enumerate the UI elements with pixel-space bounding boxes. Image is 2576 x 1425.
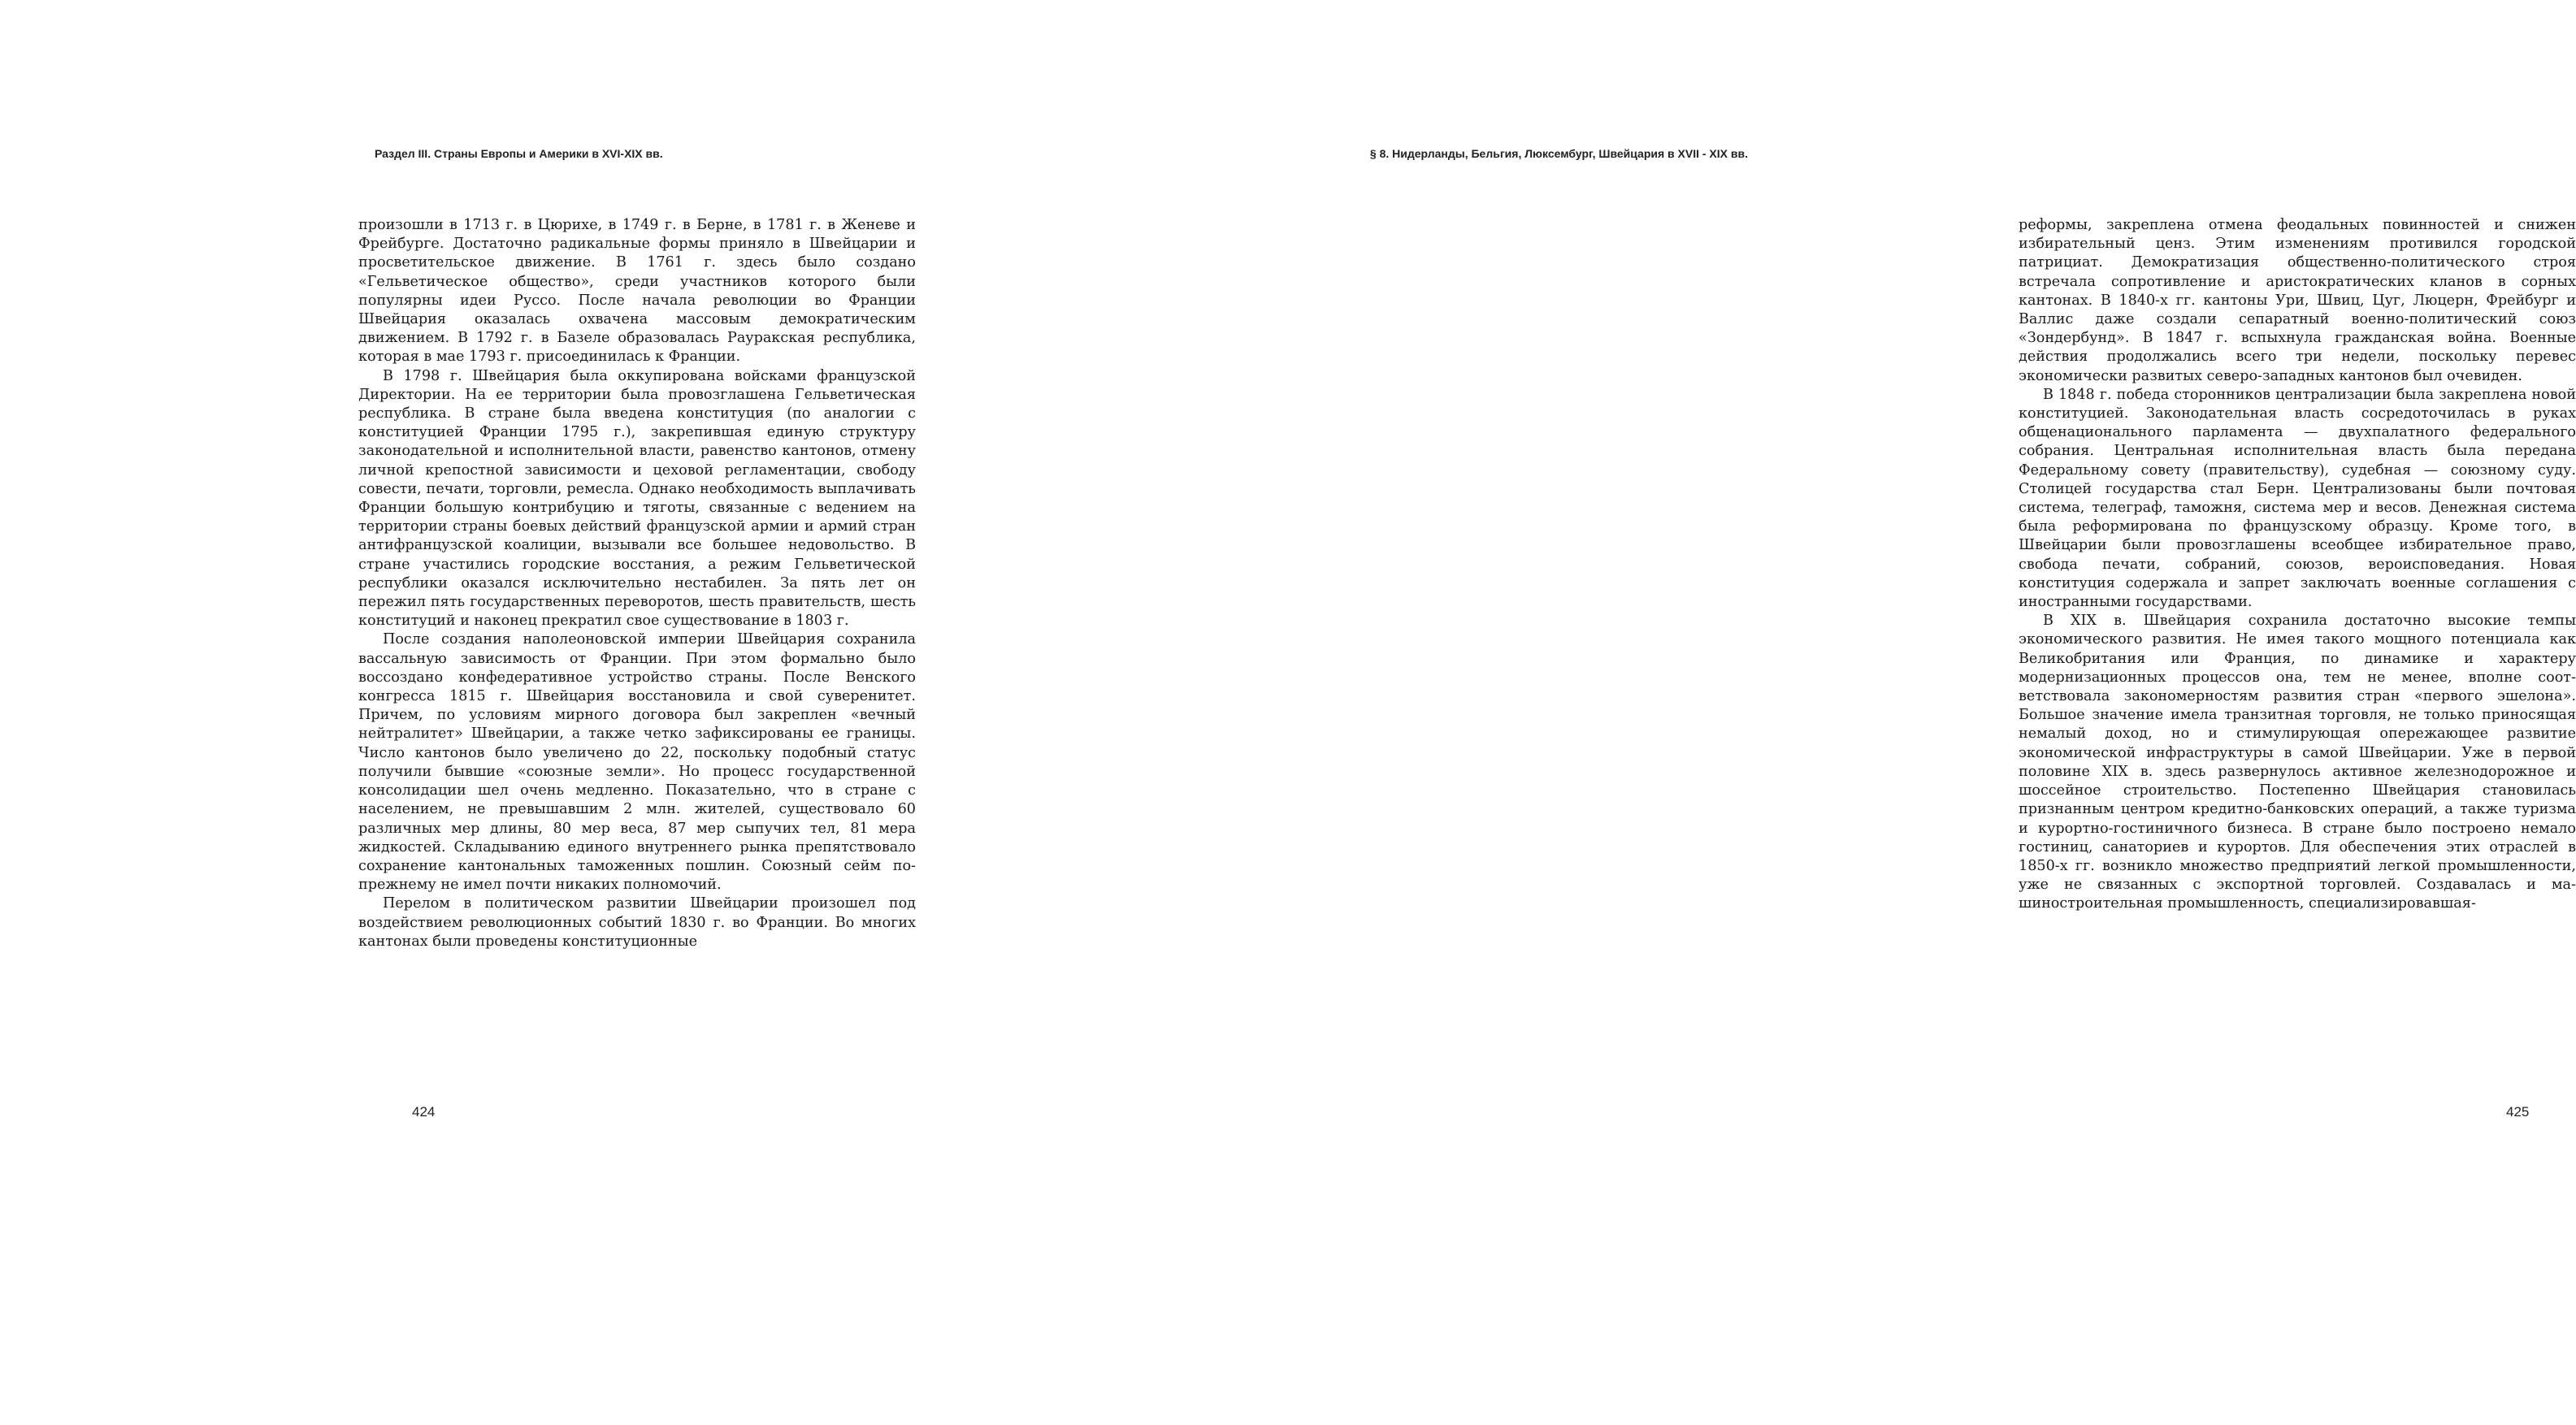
right-page <box>1008 0 2576 1425</box>
text-column-right <box>2019 216 2576 914</box>
paragraph: В XIX в. Швейцария сохранила достаточно высокие темпы экономического развития. Не имея такого мощного потенциала как Великобритания или Франция, по динамике и характеру модернизационных процессов она, тем не менее, вполне соответствовала закономерностям развития стран «первого эшелона». Большое значение имела транзитная торговля, не только приносящая немалый доход, но и стимулирующая опережающее развитие экономической инфраструктуры в самой Швейцарии. Уже в первой половине XIX в. здесь развернулось активное железнодорожное и шоссейное строительство. Постепенно Швейцария становилась признанным центром кредитно-банковских операций, а также туризма и курортно-гостиничного бизнеса. В стране было построено немало гостиниц, санаториев и курортов. Для обеспечения этих отраслей в 1850-х гг. возникло множество предприятий легкой промышленности, уже не связанных с экспортной торговлей. Создавалась и машиностроительная промышленность, специализировавшая- <box>2019 613 2576 912</box>
paragraph: произошли в 1713 г. в Цюрихе, в 1749 г. в Берне, в 1781 г. в Женеве и Фрейбурге. Достаточно радикальные формы приняло в Швейцарии и просветительское движение. В 1761 г. здесь было создано «Гельветическое общество», среди участников которого были популярны идеи Руссо. После начала революции во Франции Швейцария оказалась охвачена массовым демократическим движением. В 1792 г. в Базеле образовалась Рауракская республика, которая в мае 1793 г. присоединилась к Франции. <box>358 217 916 366</box>
running-header-right: § 8. Нидерланды, Бельгия, Люксембург, Швейцария в XVII - XIX вв. <box>1369 147 1748 160</box>
page-number-right: 425 <box>2506 1104 2530 1120</box>
paragraph: В 1798 г. Швейцария была оккупирована войсками французской Директории. На ее территории была провозглашена Гельветическая республика. В стране была введена конституция (по аналогии с конституцией Франции 1795 г.), закрепившая единую структуру законодательной и исполнительной власти, равенство кантонов, отмену личной крепостной зависимости и цеховой регламентации, свободу совести, печати, торговли, ремесла. Однако необходимость выплачивать Франции большую контрибуцию и тяготы, связанные с ведением на территории страны боевых действий французской армии и армий стран антифранцузской коалиции, вызывали все большее недовольство. В стране участились городские восстания, а режим Гельветической республики оказался исключительно нестабилен. За пять лет он пережил пять государственных переворотов, шесть правительств, шесть конституций и наконец прекратил свое существование в 1803 г. <box>358 367 916 630</box>
running-header-left: Раздел III. Страны Европы и Америки в XVI-XIX вв. <box>375 147 663 160</box>
paragraph: После создания наполеоновской империи Швейцария сохранила вассальную зависимость от Франции. При этом формально было воссоздано конфедеративное устройство страны. После Венского конгресса 1815 г. Швейцария восстановила и свой суверенитет. Причем, по условиям мирного договора был закреплен «вечный нейтралитет» Швейцарии, а также четко зафиксированы ее границы. Число кантонов было увеличено до 22, поскольку подобный статус получили бывшие «союзные земли». Но процесс государственной консолидации шел очень медленно. Показательно, что в стране с населением, не превышавшим 2 млн. жителей, существовало 60 различных мер длины, 80 мер веса, 87 мер сыпучих тел, 81 мера жидкостей. Складыванию единого внутреннего рынка препятствовало сохранение кантональных таможенных пошлин. Союзный сейм по-прежнему не имел почти никаких полномочий. <box>358 631 916 894</box>
text-column-left <box>358 216 916 951</box>
paragraph: Перелом в политическом развитии Швейцарии произошел под воздействием революционных событий 1830 г. во Франции. Во многих кантонах были проведены конституционные <box>358 895 916 950</box>
paragraph: В 1848 г. победа сторонников централизации была закреплена новой конституцией. Законодательная власть сосредоточилась в руках общенационального парламента — двухпалатного федерального собрания. Центральная исполнительная власть была передана Федеральному совету (правительству), судебная — союзному суду. Столицей государства стал Берн. Централизованы были почтовая система, телеграф, таможня, система мер и весов. Денежная система была реформирована по французскому образцу. Кроме того, в Швейцарии были провозглашены всеобщее избирательное право, свобода печати, собраний, союзов, вероисповедания. Новая конституция содержала и запрет заключать военные соглашения с иностранными государствами. <box>2019 386 2576 611</box>
paragraph: реформы, закреплена отмена феодальных повинностей и снижен избирательный ценз. Этим изменениям противился городской патрициат. Демократизация общественно-политического строя встречала сопротивление и аристократических кланов в сорных кантонах. В 1840-х гг. кантоны Ури, Швиц, Цуг, Люцерн, Фрейбург и Валлис даже создали сепаратный военно-политический союз «Зондербунд». В 1847 г. вспыхнула гражданская война. Военные действия продолжались всего три недели, поскольку перевес экономически развитых северо-западных кантонов был очевиден. <box>2019 217 2576 384</box>
left-page <box>0 0 1008 1425</box>
page-number-left: 424 <box>412 1104 436 1120</box>
